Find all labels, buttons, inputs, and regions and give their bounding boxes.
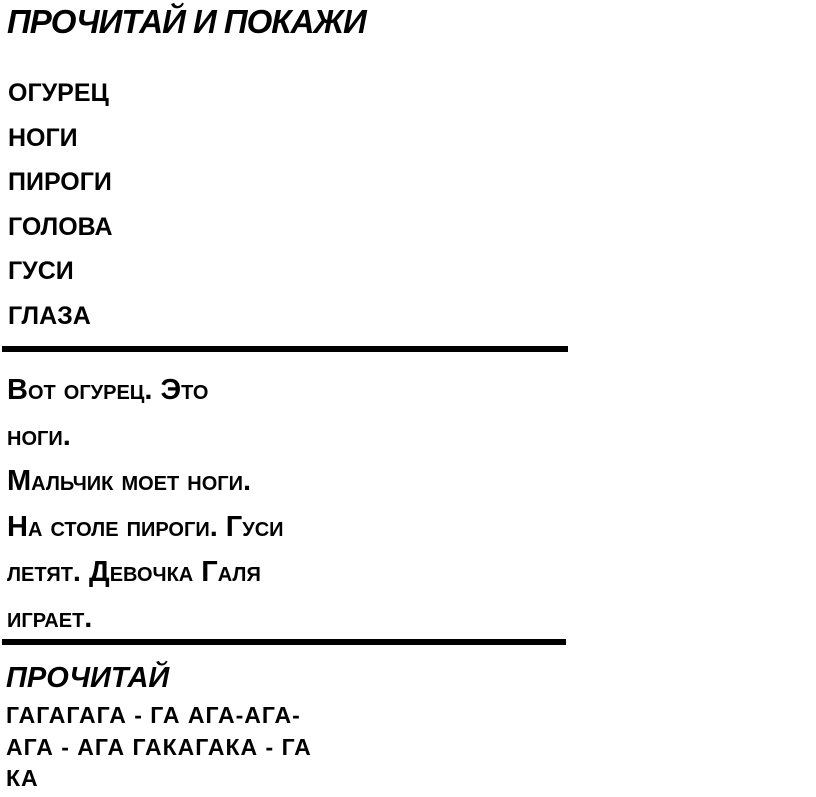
word-list [8,78,113,345]
word-item: ГУСИ [8,257,74,285]
word-item: НОГИ [8,123,78,152]
word-item: ОГУРЕЦ [8,79,109,107]
syllable-line: ГАГАГАГА - ГА АГА-АГА- [6,702,301,728]
sentence-line: На столе пироги. Гуси [7,510,284,543]
word-item: ПИРОГИ [8,168,112,196]
sentence-line: играет. [7,601,93,634]
word-item: ГОЛОВА [8,212,113,241]
sentence-line: Мальчик моет ноги. [7,465,252,497]
syllable-list [6,702,312,797]
divider [2,346,568,352]
sentence-line: ноги. [7,419,71,452]
divider [2,639,566,645]
sentence-line: Вот огурец. Это [7,374,209,406]
section-subtitle: ПРОЧИТАЙ [6,662,170,694]
syllable-line: АГА - АГА ГАКАГАКА - ГА [6,733,312,760]
sentence-line: летят. Девочка Галя [7,556,261,588]
sentence-list [7,372,284,645]
word-item: ГЛАЗА [8,301,91,330]
page-title: ПРОЧИТАЙ И ПОКАЖИ [7,3,366,40]
syllable-line: КА [6,765,39,791]
